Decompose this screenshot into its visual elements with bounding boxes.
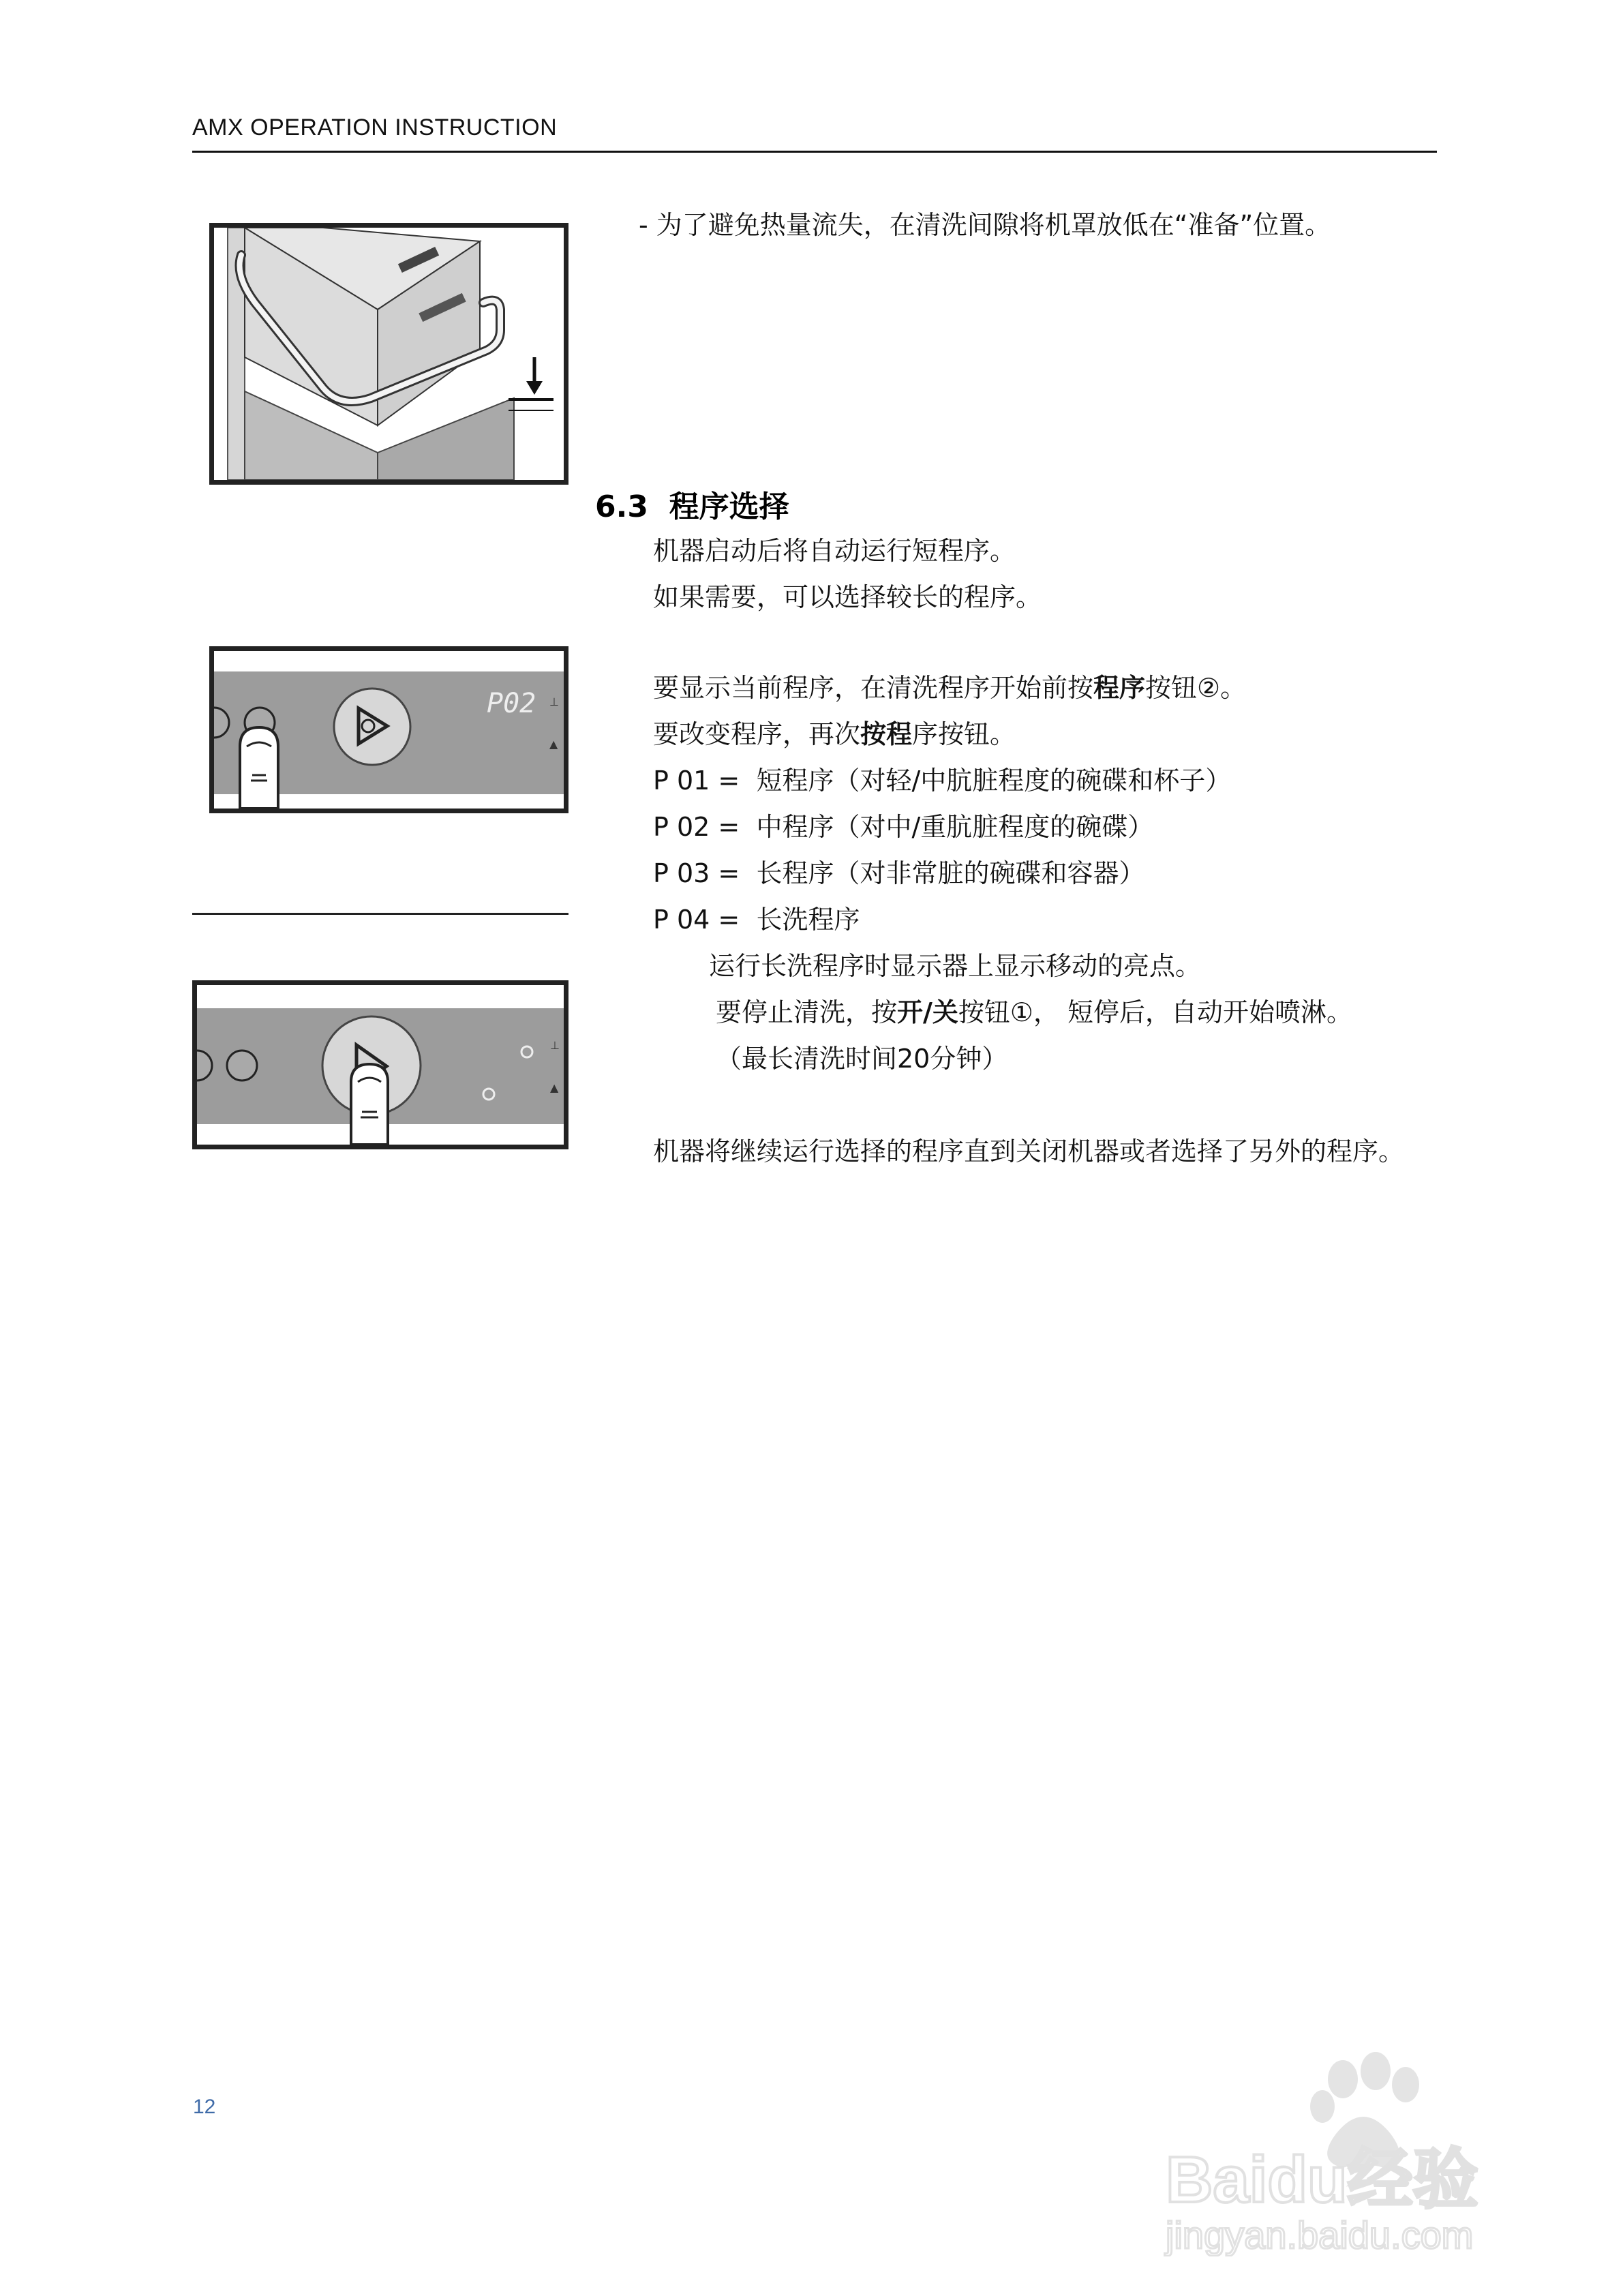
- hood-note: - 为了避免热量流失，在清洗间隙将机罩放低在“准备”位置。: [639, 210, 1331, 240]
- program-p02: P 02 = 中程序（对中/重肮脏程度的碗碟）: [653, 812, 1154, 842]
- document-header-title: AMX OPERATION INSTRUCTION: [192, 115, 558, 140]
- long-program-note: 运行长洗程序时显示器上显示移动的亮点。: [709, 951, 1202, 981]
- program-p01: P 01 = 短程序（对轻/中肮脏程度的碗碟和杯子）: [653, 766, 1232, 796]
- svg-text:⊥: ⊥: [550, 1039, 560, 1052]
- watermark-brand: Baidu经验: [1166, 2143, 1478, 2216]
- baidu-watermark: [1159, 2031, 1568, 2259]
- watermark-url: jingyan.baidu.com: [1166, 2214, 1474, 2256]
- section-line-1: 机器启动后将自动运行短程序。: [653, 536, 1016, 566]
- section-heading: [595, 482, 789, 526]
- closing-note: 机器将继续运行选择的程序直到关闭机器或者选择了另外的程序。: [653, 1136, 1405, 1166]
- dishwasher-hood-icon: [214, 228, 564, 480]
- figure-divider: [192, 913, 568, 915]
- svg-text:⊥: ⊥: [549, 695, 559, 708]
- program-button-figure: [209, 646, 568, 813]
- program-p03: P 03 = 长程序（对非常脏的碗碟和容器）: [653, 858, 1145, 888]
- section-title: 程序选择: [669, 489, 789, 524]
- hood-lowering-figure: [209, 223, 568, 485]
- change-program-instruction: 要改变程序，再次按程序按钮。: [653, 719, 1016, 749]
- stop-wash-instruction: 要停止清洗，按开/关按钮①， 短停后，自动开始喷淋。: [716, 997, 1353, 1027]
- start-button-figure: [192, 980, 568, 1149]
- program-display-text: P02: [487, 688, 536, 719]
- control-panel-icon: [214, 651, 564, 809]
- max-wash-time: （最长清洗时间20分钟）: [716, 1044, 1008, 1074]
- section-line-2: 如果需要，可以选择较长的程序。: [653, 582, 1042, 612]
- svg-text:▲: ▲: [549, 738, 558, 751]
- svg-text:▲: ▲: [550, 1081, 559, 1094]
- baidu-paw-logo-icon: [1159, 2031, 1568, 2256]
- control-panel-start-icon: [197, 985, 564, 1145]
- header-rule: [192, 151, 1437, 153]
- display-program-instruction: 要显示当前程序，在清洗程序开始前按程序按钮②。: [653, 673, 1247, 703]
- section-number: 6.3: [595, 489, 648, 524]
- program-p04: P 04 = 长洗程序: [653, 905, 860, 935]
- page-number: 12: [193, 2096, 216, 2118]
